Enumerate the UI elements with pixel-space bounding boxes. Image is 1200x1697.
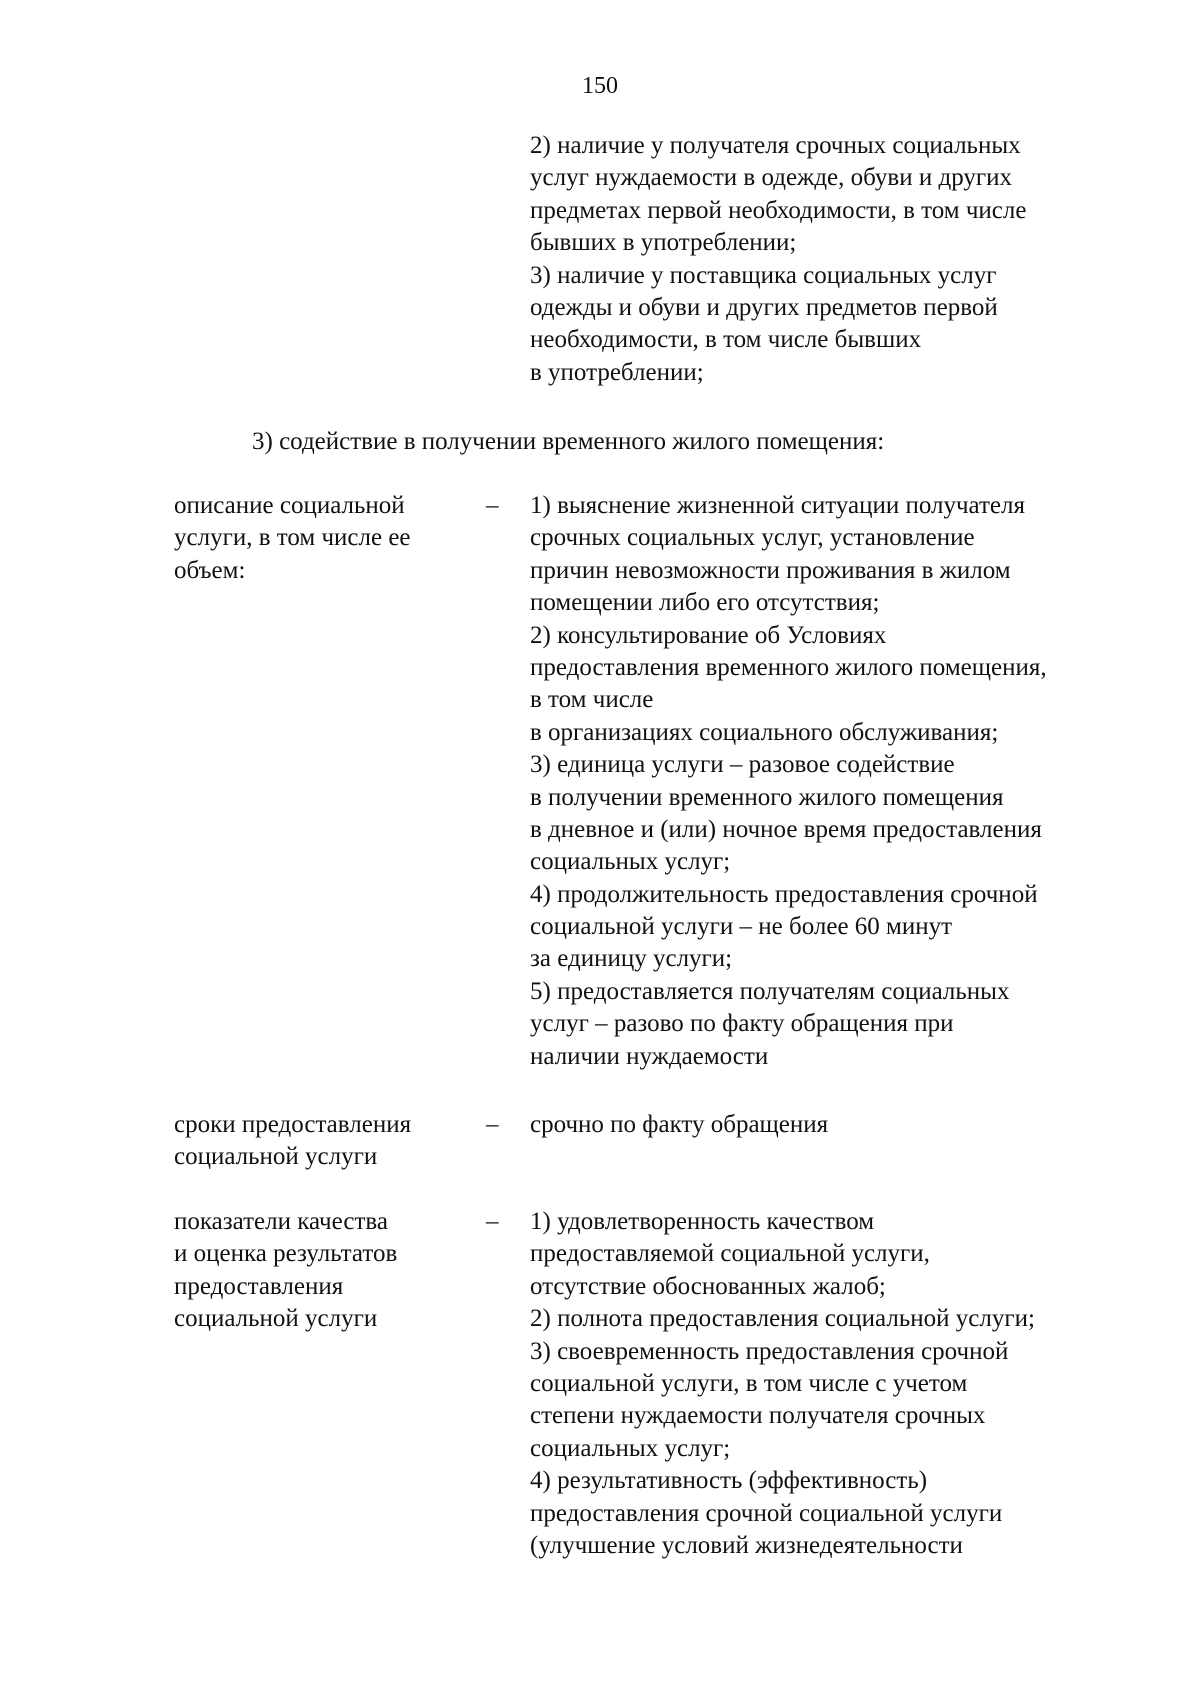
continuation-text	[530, 130, 1026, 389]
value-line: помещении либо его отсутствия;	[530, 589, 880, 617]
label-line: услуги, в том числе ее	[174, 524, 411, 552]
row-dash: –	[486, 1111, 499, 1138]
value-line: 4) продолжительность предоставления срочной	[530, 880, 1038, 908]
row-value	[530, 1206, 1035, 1562]
label-line: объем:	[174, 556, 246, 584]
row-value	[530, 490, 1047, 1073]
value-line: наличии нуждаемости	[530, 1042, 769, 1070]
value-line: 1) удовлетворенность качеством	[530, 1208, 875, 1235]
page-number: 150	[582, 73, 618, 99]
label-line: сроки предоставления	[174, 1111, 412, 1138]
value-line: 3) единица услуги – разовое содействие	[530, 751, 955, 779]
value-line: 1) выяснение жизненной ситуации получателя	[530, 492, 1026, 519]
label-line: описание социальной	[174, 492, 405, 519]
text-line: 2) наличие у получателя срочных социальных	[530, 132, 1021, 159]
value-line: социальных услуг;	[530, 1434, 731, 1462]
label-line: социальной услуги	[174, 1143, 378, 1171]
value-line: (улучшение условий жизнедеятельности	[530, 1531, 963, 1559]
text-line: предметах первой необходимости, в том числе	[530, 196, 1027, 224]
value-line: 5) предоставляется получателям социальных	[530, 977, 1010, 1005]
label-line: предоставления	[174, 1272, 344, 1300]
value-line: социальной услуги – не более 60 минут	[530, 913, 953, 941]
value-line: 2) полнота предоставления социальной услуги;	[530, 1305, 1035, 1333]
value-line: срочно по факту обращения	[530, 1111, 829, 1138]
value-line: предоставляемой социальной услуги,	[530, 1240, 930, 1268]
value-line: в дневное и (или) ночное время предоставления	[530, 815, 1042, 843]
value-line: за единицу услуги;	[530, 945, 733, 973]
value-line: предоставления срочной социальной услуги	[530, 1499, 1003, 1527]
value-line: отсутствие обоснованных жалоб;	[530, 1272, 886, 1300]
value-line: степени нуждаемости получателя срочных	[530, 1402, 986, 1430]
row-dash: –	[486, 492, 499, 519]
value-line: срочных социальных услуг, установление	[530, 524, 975, 552]
value-line: социальной услуги, в том числе с учетом	[530, 1369, 968, 1397]
text-line: услуг нуждаемости в одежде, обуви и других	[530, 164, 1012, 192]
label-line: социальной услуги	[174, 1305, 378, 1333]
row-dash: –	[486, 1208, 499, 1235]
value-line: услуг – разово по факту обращения при	[530, 1010, 954, 1038]
value-line: 4) результативность (эффективность)	[530, 1467, 928, 1495]
text-line: бывших в употреблении;	[530, 229, 797, 257]
row-label	[174, 1109, 411, 1174]
value-line: причин невозможности проживания в жилом	[530, 556, 1011, 584]
value-line: предоставления временного жилого помещения,	[530, 653, 1047, 681]
value-line: 3) своевременность предоставления срочной	[530, 1337, 1009, 1365]
value-line: социальных услуг;	[530, 848, 731, 876]
row-label	[174, 490, 411, 587]
text-line: 3) наличие у поставщика социальных услуг	[530, 261, 997, 289]
text-line: в употреблении;	[530, 358, 704, 386]
label-line: показатели качества	[174, 1208, 388, 1235]
text-line: одежды и обуви и других предметов первой	[530, 293, 998, 321]
value-line: 2) консультирование об Условиях	[530, 621, 887, 649]
row-label	[174, 1206, 397, 1336]
section-heading: 3) содействие в получении временного жилого помещения:	[252, 428, 885, 455]
value-line: в организациях социального обслуживания;	[530, 718, 999, 746]
value-line: в получении временного жилого помещения	[530, 783, 1004, 811]
value-line: в том числе	[530, 686, 654, 714]
label-line: и оценка результатов	[174, 1240, 398, 1268]
text-line: необходимости, в том числе бывших	[530, 326, 922, 354]
row-value	[530, 1109, 828, 1141]
